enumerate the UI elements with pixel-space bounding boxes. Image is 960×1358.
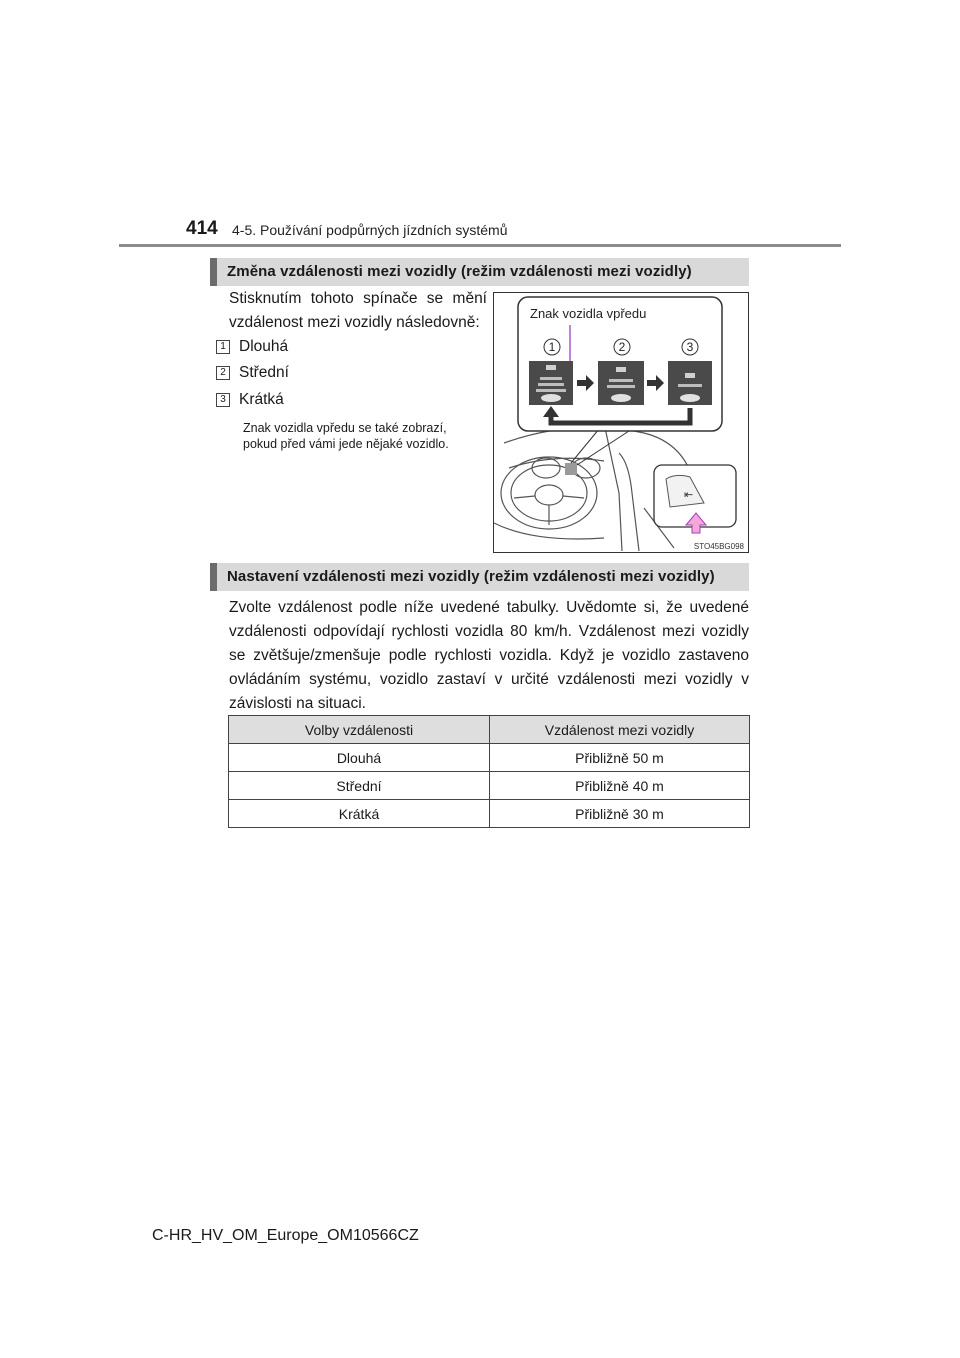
list-item-medium	[216, 362, 289, 384]
table-cell: Dlouhá	[229, 744, 490, 772]
settings-paragraph: Zvolte vzdálenost podle níže uvedené tabulky. Uvědomte si, že uvedené vzdálenosti odpovídají rychlosti vozidla 80 km/h. Vzdálenost mezi vozidly se zvětšuje/zmenšuje podle rychlosti vozidla. Když je vozidlo zastaveno ovládáním systému, vozidlo zastaví v určité vzdálenosti mezi vozidly v závislosti na situaci.	[229, 599, 749, 712]
intro-paragraph	[229, 287, 487, 335]
table-row	[229, 800, 750, 828]
list-item-label: Dlouhá	[239, 338, 289, 355]
table-cell: Přibližně 40 m	[490, 772, 750, 800]
note	[243, 420, 493, 452]
intro-line-1: Stisknutím tohoto spínače se mění	[229, 290, 487, 307]
chapter-title: 4-5. Používání podpůrných jízdních systémů	[232, 222, 508, 238]
note-line-2: pokud před vámi jede nějaké vozidlo.	[243, 437, 449, 451]
step-label-2: 2	[618, 340, 626, 354]
table-cell: Krátká	[229, 800, 490, 828]
section-heading-set-distance: Nastavení vzdálenosti mezi vozidly (režim vzdálenosti mezi vozidly)	[210, 563, 749, 591]
table-header-row	[229, 716, 750, 744]
display-long	[529, 361, 573, 405]
header-rule	[119, 244, 841, 247]
list-item-label: Střední	[239, 364, 289, 381]
step-label-3: 3	[686, 340, 694, 354]
figure-code: STO45BG098	[693, 542, 744, 551]
step-number-3: 3	[216, 393, 230, 407]
list-item-long	[216, 336, 288, 358]
display-short	[668, 361, 712, 405]
callout-label: Znak vozidla vpředu	[530, 306, 647, 321]
figure-illustration	[494, 293, 749, 553]
table-cell: Střední	[229, 772, 490, 800]
table-cell: Přibližně 30 m	[490, 800, 750, 828]
display-highlight	[565, 463, 577, 475]
table-row	[229, 772, 750, 800]
section-heading-change-distance: Změna vzdálenosti mezi vozidly (režim vzdálenosti mezi vozidly)	[210, 258, 749, 286]
distance-table	[228, 715, 750, 828]
table-cell: Přibližně 50 m	[490, 744, 750, 772]
page-number: 414	[186, 218, 218, 239]
step-label-1: 1	[548, 340, 556, 354]
step-number-2: 2	[216, 366, 230, 380]
table-row	[229, 744, 750, 772]
list-item-short	[216, 389, 284, 411]
step-number-1: 1	[216, 340, 230, 354]
list-item-label: Krátká	[239, 391, 284, 408]
table-header-cell: Vzdálenost mezi vozidly	[490, 716, 750, 744]
distance-switch-figure	[493, 292, 749, 553]
distance-switch-icon: ⇤	[684, 488, 694, 501]
table-header-cell: Volby vzdálenosti	[229, 716, 490, 744]
display-medium	[598, 361, 644, 405]
note-line-1: Znak vozidla vpředu se také zobrazí,	[243, 421, 447, 435]
intro-line-2: vzdálenost mezi vozidly následovně:	[229, 314, 480, 331]
document-code: C-HR_HV_OM_Europe_OM10566CZ	[152, 1227, 419, 1244]
